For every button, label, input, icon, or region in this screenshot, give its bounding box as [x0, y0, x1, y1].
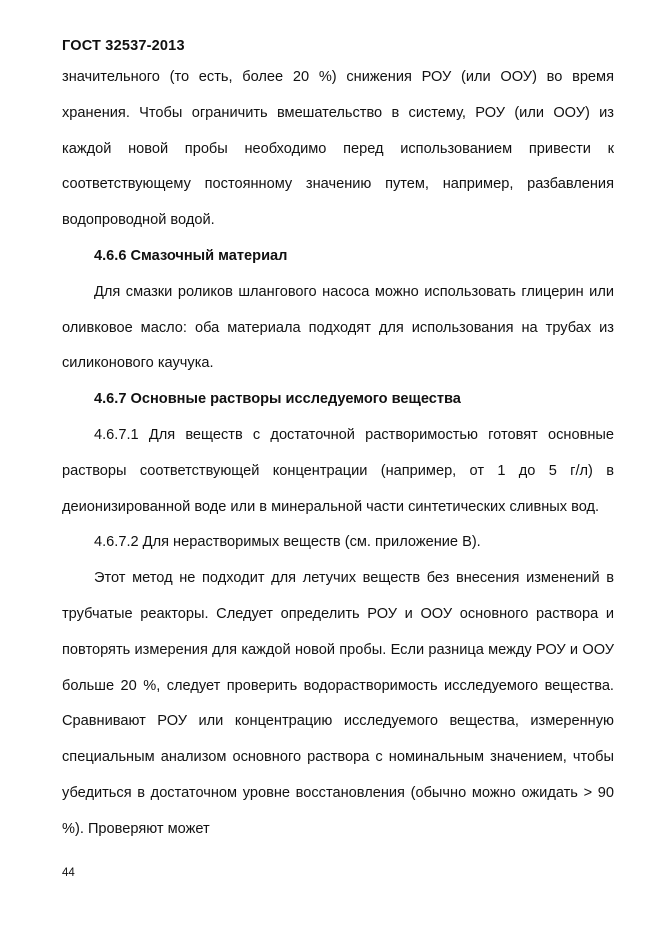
page-number: 44	[62, 867, 75, 879]
section-heading-4-6-7: 4.6.7 Основные растворы исследуемого вещества	[94, 391, 461, 408]
document-code-header: ГОСТ 32537-2013	[62, 38, 185, 54]
paragraph-4-6-7-1: 4.6.7.1 Для веществ с достаточной растворимостью готовят основные растворы соответствующей концентрации (например, от 1 до 5 г/л) в деионизированной воде или в минеральной части синтетических сливных вод.	[62, 426, 614, 515]
paragraph-method-notes: Этот метод не подходит для летучих веществ без внесения изменений в трубчатые реакторы. Следует определить РОУ и ООУ основного раствора и повторять измерения для каждой новой пробы. Если разница между РОУ и ООУ больше 20 %, следует проверить водорастворимость исследуемого вещества. Сравнивают РОУ или концентрацию исследуемого вещества, измеренную специальным анализом основного раствора с номинальным значением, чтобы убедиться в достаточном уровне восстановления (обычно можно ожидать > 90 %). Проверяют может	[62, 570, 614, 837]
paragraph-continued: значительного (то есть, более 20 %) снижения РОУ (или ООУ) во время хранения. Чтобы ограничить вмешательство в систему, РОУ (или ООУ) из каждой новой пробы необходимо перед использованием привести к соответствующему постоянному значению путем, например, разбавления водопроводной водой.	[62, 69, 614, 229]
paragraph-4-6-7-2: 4.6.7.2 Для нерастворимых веществ (см. приложение В).	[94, 534, 481, 551]
document-body	[62, 60, 614, 848]
document-page	[62, 0, 614, 935]
paragraph-lubricant: Для смазки роликов шлангового насоса можно использовать глицерин или оливковое масло: оба материала подходят для использования на трубах из силиконового каучука.	[62, 283, 614, 372]
section-heading-4-6-6: 4.6.6 Смазочный материал	[94, 247, 288, 264]
